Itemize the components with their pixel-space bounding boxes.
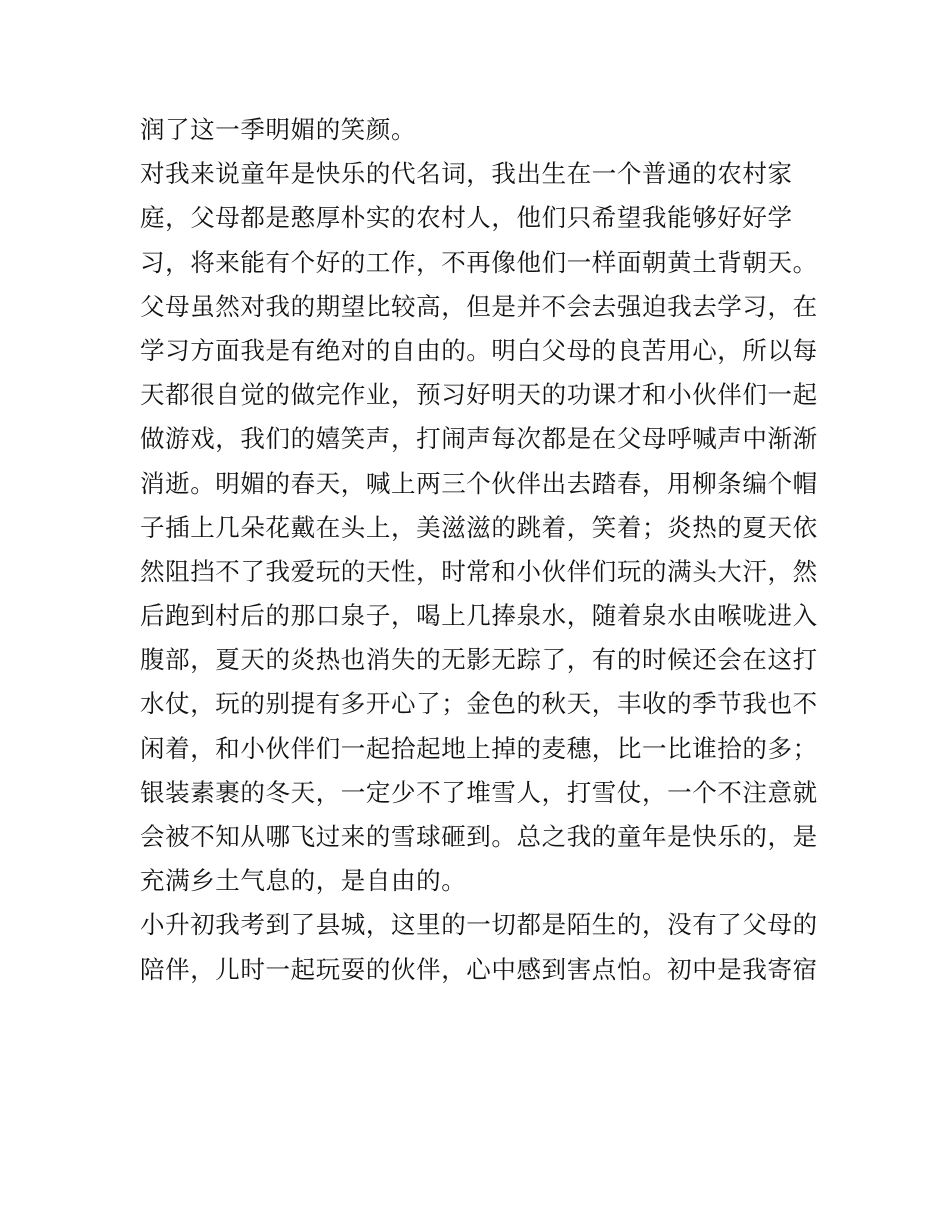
text-line: 做游戏，我们的嬉笑声，打闹声每次都是在父母呼喊声中渐渐 bbox=[140, 424, 818, 454]
text-line: 闲着，和小伙伴们一起拾起地上掉的麦穗，比一比谁拾的多； bbox=[140, 733, 818, 763]
text-line: 润了这一季明媚的笑颜。 bbox=[140, 115, 417, 144]
text-line: 小升初我考到了县城，这里的一切都是陌生的，没有了父母的 bbox=[140, 910, 818, 940]
text-line: 充满乡土气息的，是自由的。 bbox=[140, 866, 467, 896]
body-text bbox=[140, 108, 820, 992]
text-line: 对我来说童年是快乐的代名词，我出生在一个普通的农村家 bbox=[140, 159, 793, 189]
text-line: 腹部，夏天的炎热也消失的无影无踪了，有的时候还会在这打 bbox=[140, 645, 818, 675]
text-line: 银装素裹的冬天，一定少不了堆雪人，打雪仗，一个不注意就 bbox=[140, 777, 818, 807]
text-line: 庭，父母都是憨厚朴实的农村人，他们只希望我能够好好学 bbox=[140, 203, 793, 233]
text-line: 天都很自觉的做完作业，预习好明天的功课才和小伙伴们一起 bbox=[140, 380, 818, 410]
text-line: 父母虽然对我的期望比较高，但是并不会去强迫我去学习，在 bbox=[140, 291, 818, 321]
text-line: 陪伴，儿时一起玩耍的伙伴，心中感到害点怕。初中是我寄宿 bbox=[140, 954, 818, 984]
text-line: 学习方面我是有绝对的自由的。明白父母的良苦用心，所以每 bbox=[140, 335, 818, 365]
text-line: 后跑到村后的那口泉子，喝上几捧泉水，随着泉水由喉咙进入 bbox=[140, 601, 818, 631]
text-line: 水仗，玩的别提有多开心了；金色的秋天，丰收的季节我也不 bbox=[140, 689, 818, 719]
text-line: 会被不知从哪飞过来的雪球砸到。总之我的童年是快乐的，是 bbox=[140, 822, 818, 851]
text-line: 消逝。明媚的春天，喊上两三个伙伴出去踏春，用柳条编个帽 bbox=[140, 468, 818, 498]
text-line: 然阻挡不了我爱玩的天性，时常和小伙伴们玩的满头大汗，然 bbox=[140, 556, 818, 586]
text-line: 习，将来能有个好的工作，不再像他们一样面朝黄土背朝天。 bbox=[140, 247, 818, 277]
text-line: 子插上几朵花戴在头上，美滋滋的跳着，笑着；炎热的夏天依 bbox=[140, 512, 818, 542]
